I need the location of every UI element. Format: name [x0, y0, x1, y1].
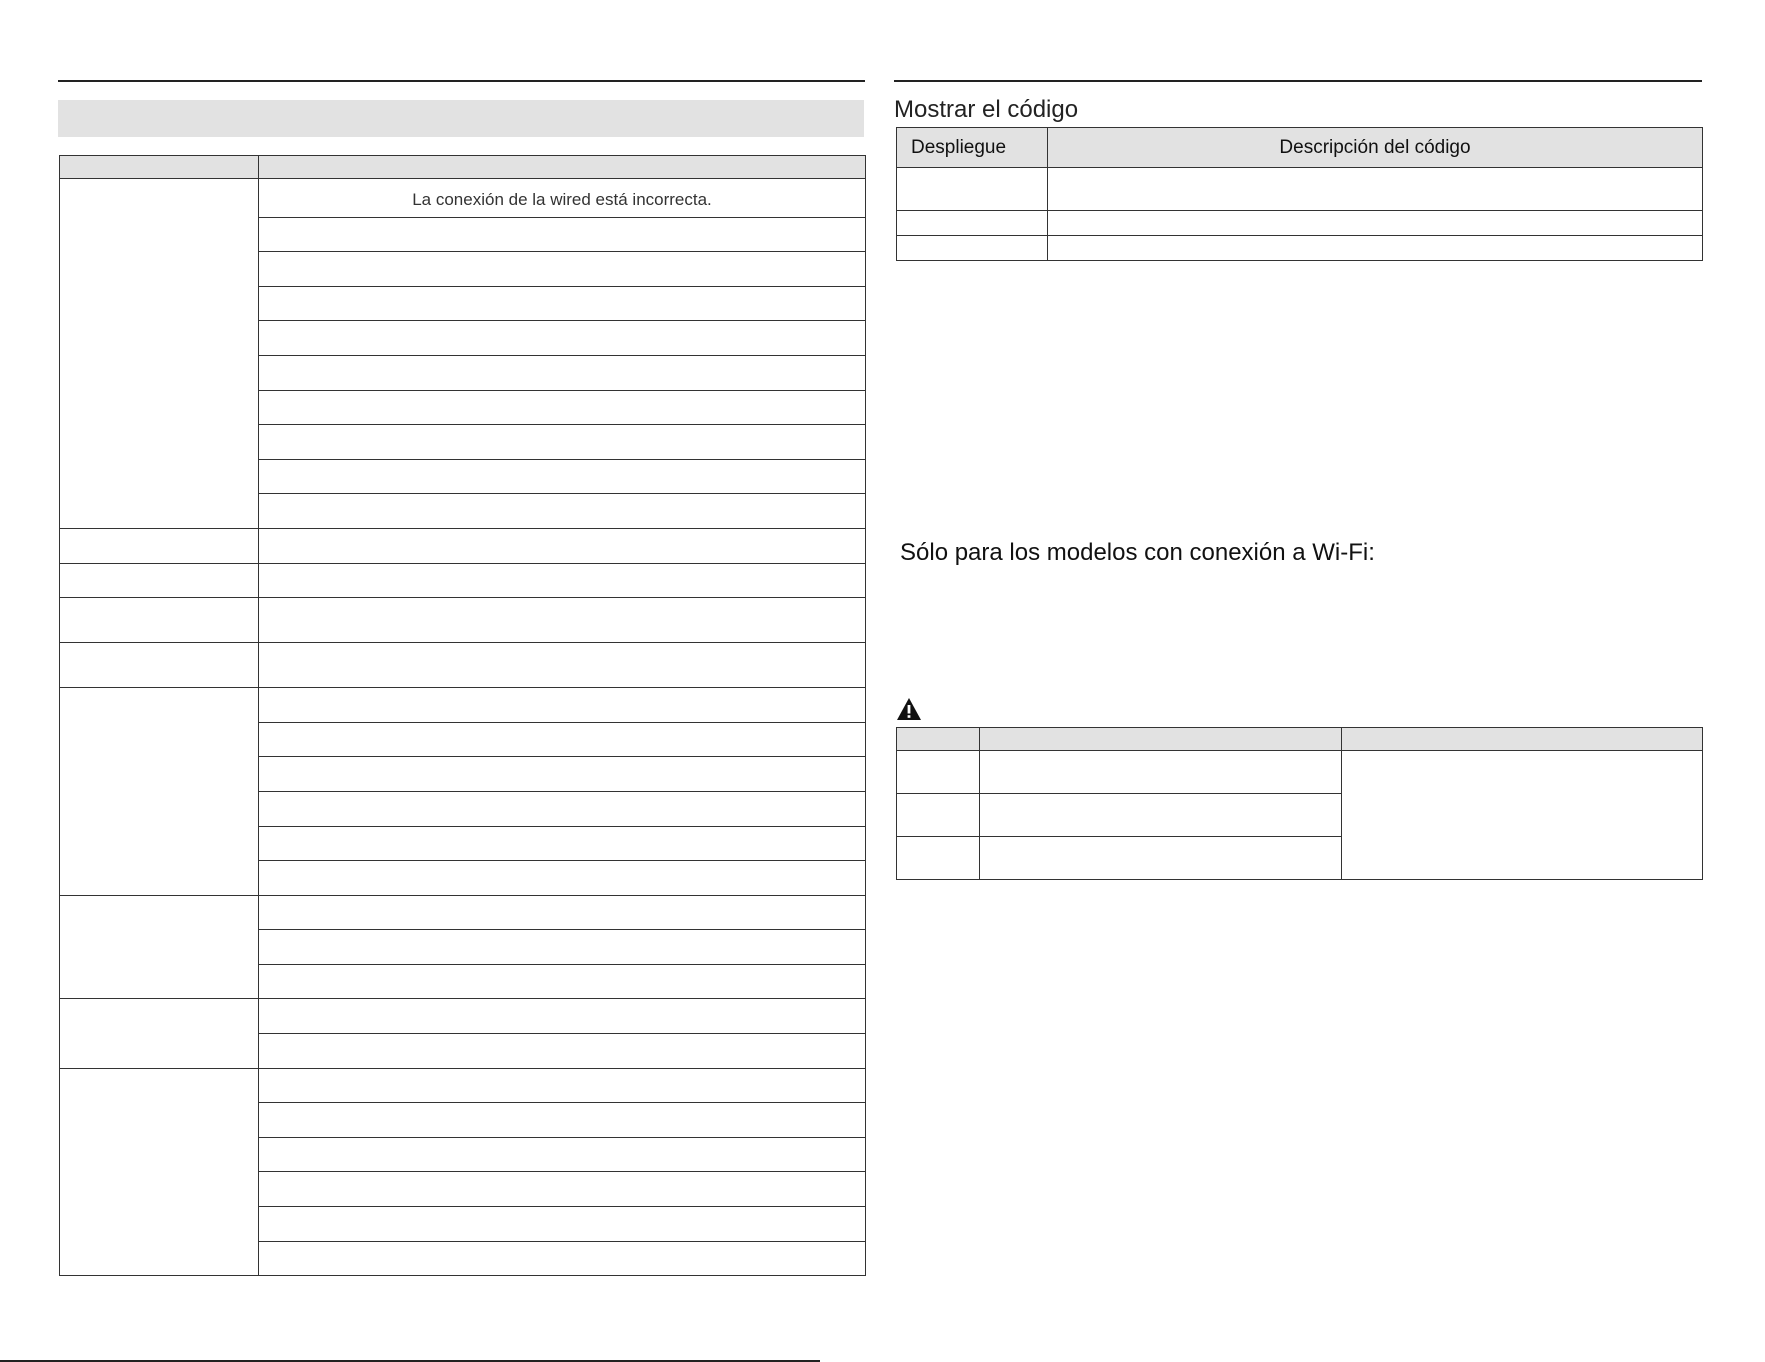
- left-section-band: [58, 100, 864, 137]
- wired-connection-text: La conexión de la wired está incorrecta.: [259, 179, 866, 218]
- table-cell: [60, 179, 259, 529]
- code-section-title: Mostrar el código: [894, 96, 1079, 123]
- right-top-rule: [894, 80, 1702, 82]
- table-row: [897, 236, 1703, 261]
- troubleshooting-table: [59, 155, 866, 1276]
- code-table: [896, 127, 1703, 261]
- table-row: [60, 895, 866, 930]
- table-row: [60, 999, 866, 1034]
- footer-rule: [0, 1360, 820, 1362]
- left-top-rule: [58, 80, 865, 82]
- table-row: [897, 168, 1703, 211]
- col-header-display: Despliegue: [897, 128, 1048, 168]
- table-header-row: [897, 728, 1703, 751]
- table-row: [897, 211, 1703, 236]
- table-row: [60, 563, 866, 598]
- warning-triangle-icon: [896, 697, 922, 721]
- table-row: [60, 598, 866, 643]
- warning-table: [896, 727, 1703, 880]
- table-header-row: [60, 156, 866, 179]
- table-row: [60, 643, 866, 688]
- table-row: [60, 688, 866, 723]
- table-row: [60, 528, 866, 563]
- table-row: [897, 751, 1703, 794]
- table-row: [60, 179, 866, 218]
- col-header-description: Descripción del código: [1048, 128, 1703, 168]
- table-row: [60, 1068, 866, 1103]
- table-header-row: [897, 128, 1703, 168]
- wifi-section-title: Sólo para los modelos con conexión a Wi-Fi:: [900, 539, 1375, 566]
